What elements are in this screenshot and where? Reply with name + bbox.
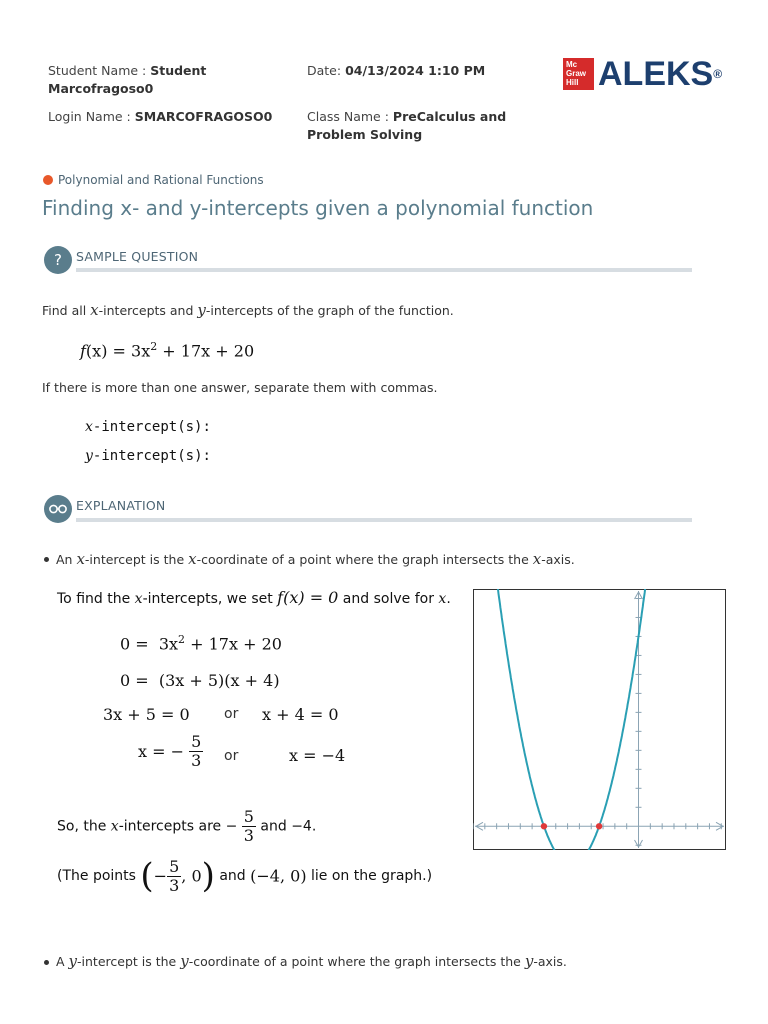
bullet	[44, 557, 49, 562]
parabola-graph	[473, 589, 726, 850]
mcgraw-hill-logo: Mc Graw Hill	[563, 58, 594, 90]
intercept-point	[596, 823, 602, 829]
student-name: Student Name : Student Marcofragoso0	[48, 63, 207, 96]
instruction: Find all x-intercepts and y-intercepts of the graph of the function.	[42, 301, 454, 319]
y-intercepts-label: y-intercept(s):	[85, 448, 211, 464]
page-title: Finding x- and y-intercepts given a polynomial function	[42, 196, 594, 220]
login-name: Login Name : SMARCOFRAGOSO0	[48, 109, 273, 124]
topic-category: Polynomial and Rational Functions	[58, 173, 264, 187]
equation-step-2: 0 = (3x + 5)(x + 4)	[120, 671, 280, 690]
topic-dot-icon	[43, 175, 53, 185]
points-on-graph-text: (The points (− $\frac{5}{3}$ , 0) and (−4, 0) lie on the graph.)	[57, 856, 433, 896]
explanation-label: EXPLANATION	[76, 498, 166, 513]
x-intercepts-result: So, the x-intercepts are − $\frac{5}{3}$ and −4.	[57, 807, 317, 845]
graph-frame	[474, 590, 726, 850]
section-divider	[76, 518, 692, 522]
or-text: or	[224, 748, 239, 764]
function-expression: $f(x) = 3x^2 + 17x + 20$	[80, 340, 255, 361]
equation-step-4-right: x = −4	[289, 746, 346, 765]
question-icon: ?	[44, 246, 72, 274]
sample-question-label: SAMPLE QUESTION	[76, 249, 199, 264]
or-text: or	[224, 706, 239, 722]
equation-step-1: $0 = 3x^2 + 17x + 20$	[120, 633, 282, 654]
x-intercepts-label: x-intercept(s):	[85, 419, 211, 435]
equation-step-4-left: x = − $\frac{5}{3}$	[138, 732, 202, 770]
class-name: Class Name : PreCalculus and Problem Solving	[307, 109, 507, 142]
x-intercept-definition: An x-intercept is the x-coordinate of a point where the graph intersects the x-axis.	[56, 550, 575, 568]
date: Date: 04/13/2024 1:10 PM	[307, 63, 486, 78]
bullet	[44, 960, 49, 965]
aleks-logo: ALEKS®	[598, 55, 723, 93]
find-x-intercepts-text: To find the x-intercepts, we set f(x) = 0 and solve for x.	[57, 588, 451, 607]
intercept-point	[541, 823, 547, 829]
equation-step-3-left: 3x + 5 = 0	[103, 705, 190, 724]
commas-note: If there is more than one answer, separate them with commas.	[42, 380, 438, 395]
equation-step-3-right: x + 4 = 0	[262, 705, 339, 724]
y-intercept-definition: A y-intercept is the y-coordinate of a point where the graph intersects the y-axis.	[56, 952, 567, 970]
section-divider	[76, 268, 692, 272]
glasses-icon	[44, 495, 72, 523]
